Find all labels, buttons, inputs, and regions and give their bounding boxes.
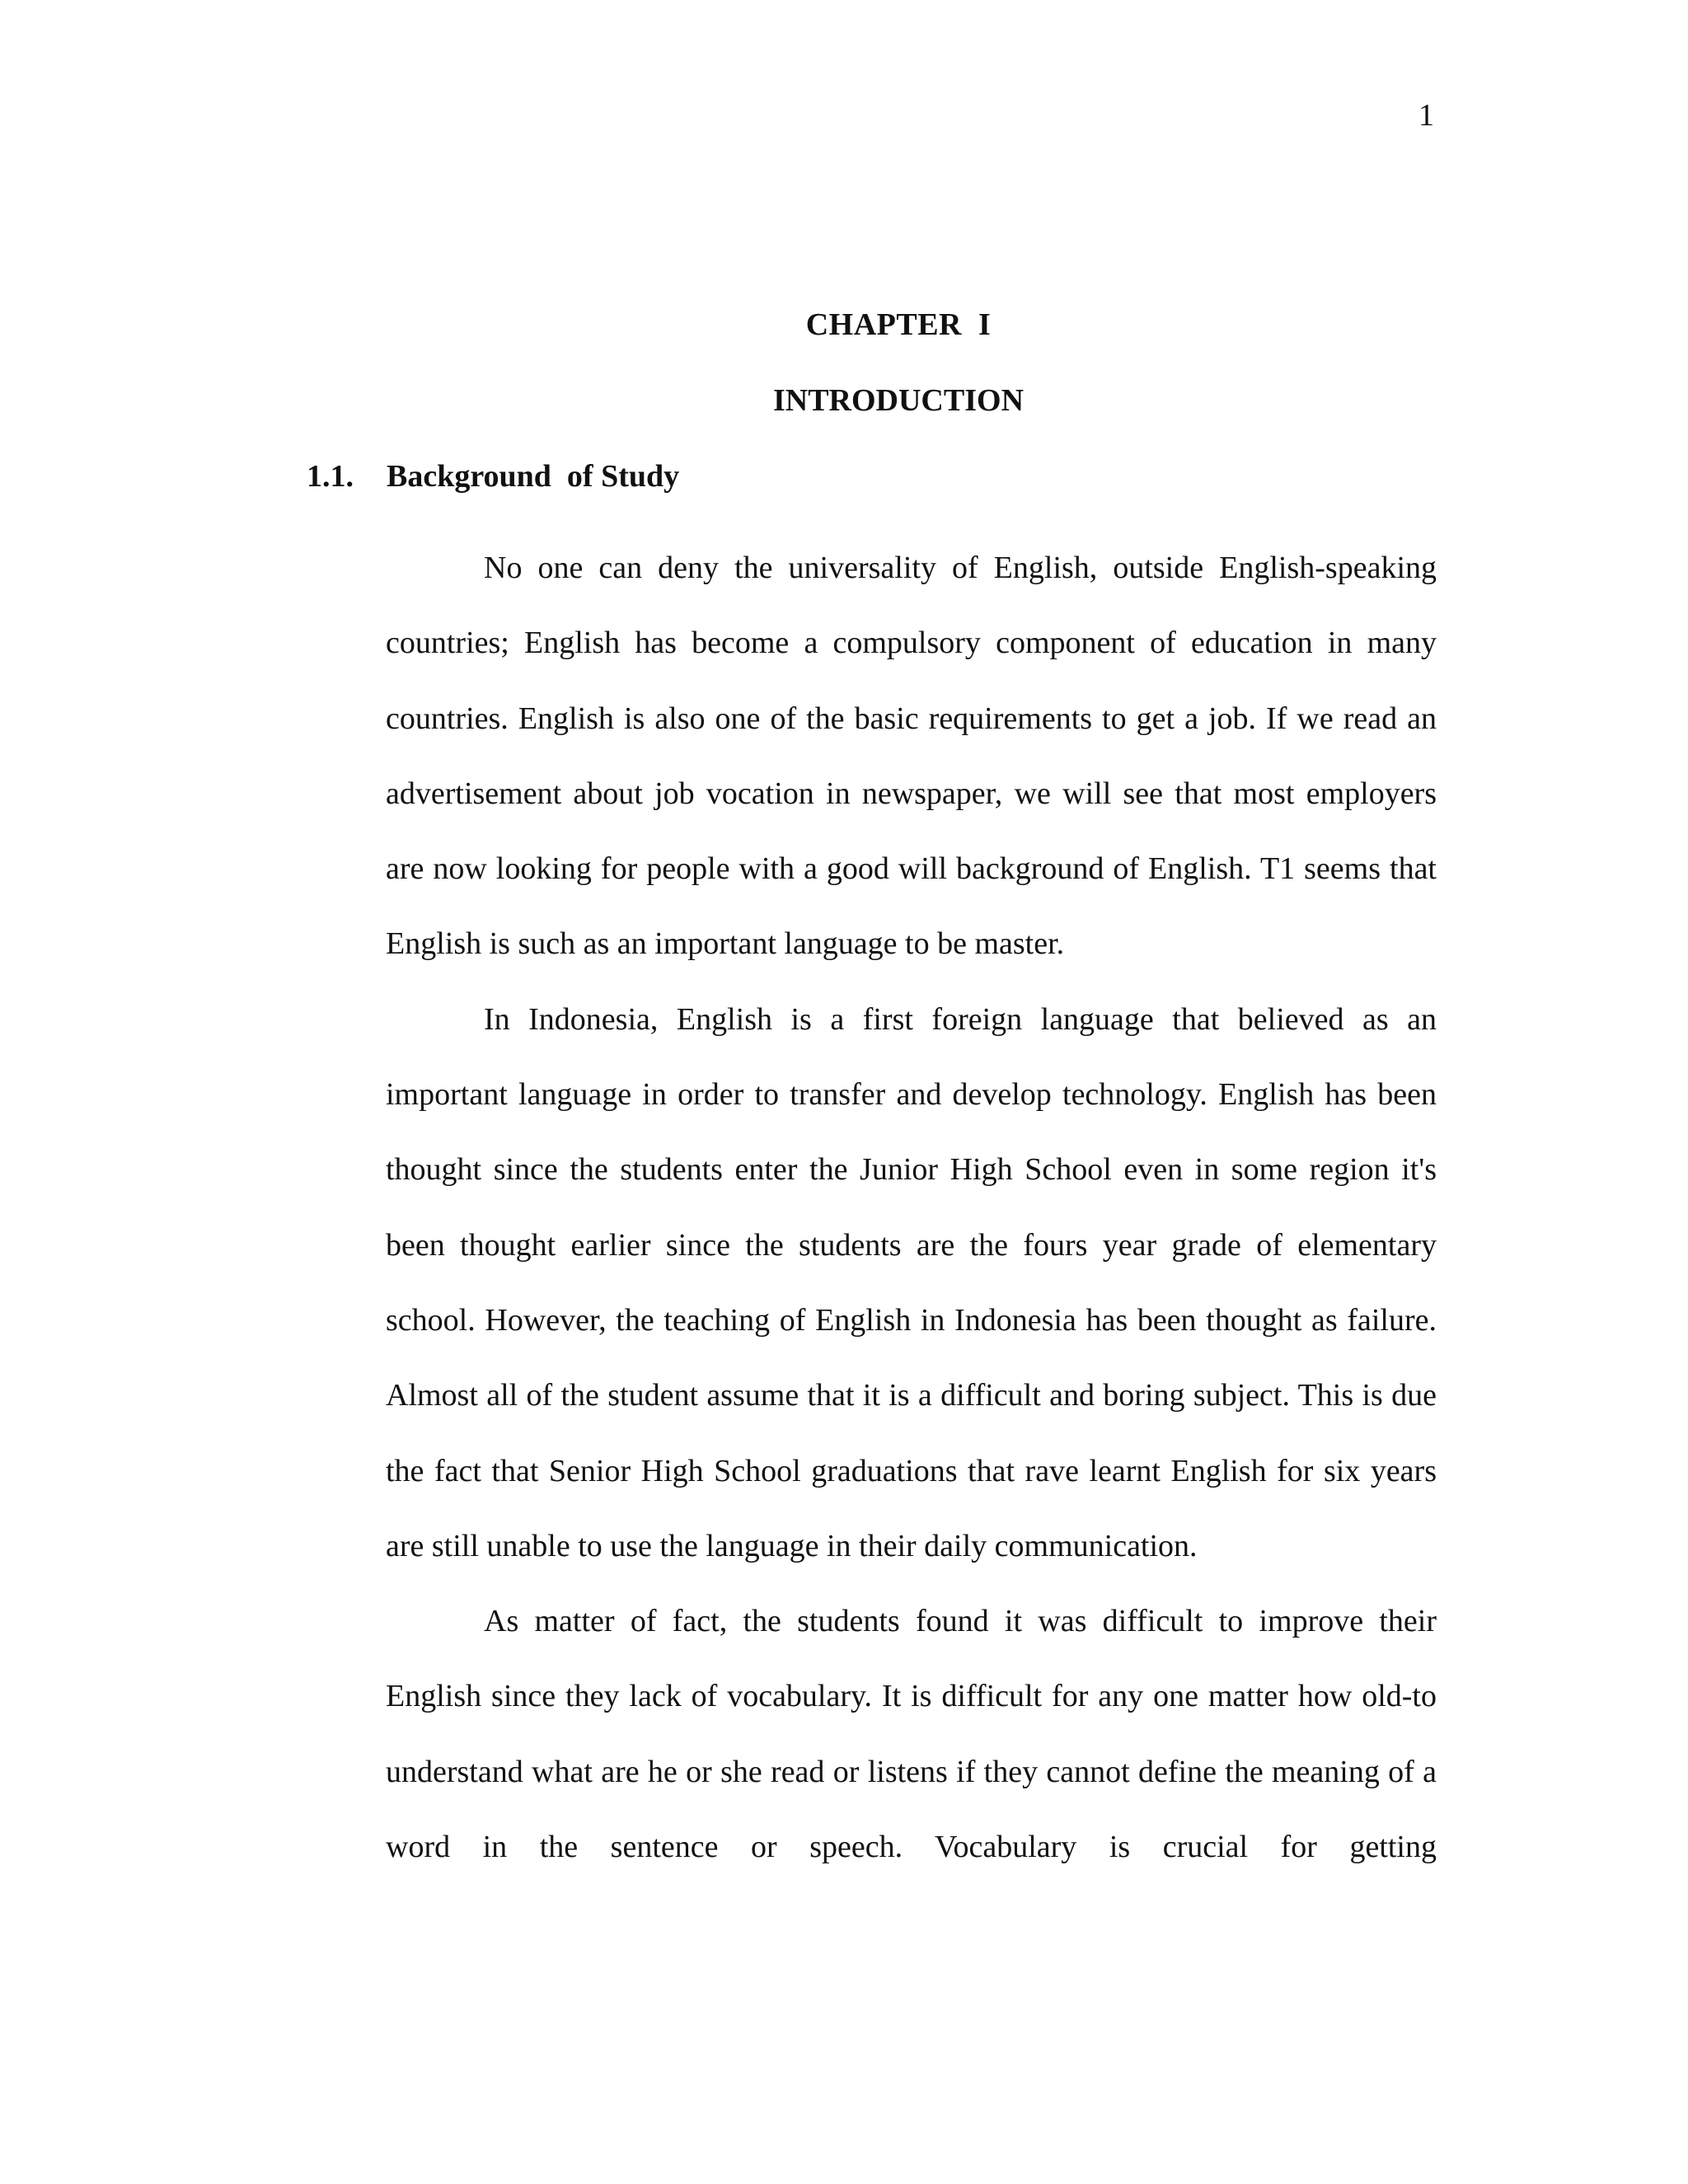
section-number: 1.1. <box>307 459 354 494</box>
section-title: Background of Study <box>387 459 680 494</box>
chapter-subtitle: INTRODUCTION <box>772 383 1025 418</box>
chapter-title: CHAPTER I <box>805 307 992 342</box>
page-number: 1 <box>1418 98 1434 133</box>
body-text <box>386 531 1437 1885</box>
paragraph-1: No one can deny the universality of English, outside English-speaking countries; English has become a compulsory component of education in many countries. English is also one of the basic requirements to get a job. If we read an advertisement about job vocation in newspaper, we will see that most employers are now looking for people with a good will background of English. T1 seems that English is such as an important language to be master. <box>386 551 1437 962</box>
paragraph-2: In Indonesia, English is a first foreign language that believed as an important language in order to transfer and develop technology. English has been thought since the students enter the Junior High School even in some region it's been thought earlier since the students are the fours year grade of elementary school. However, the teaching of English in Indonesia has been thought as failure. Almost all of the student assume that it is a difficult and boring subject. This is due the fact that Senior High School graduations that rave learnt English for six years are still unable to use the language in their daily communication. <box>386 1001 1437 1563</box>
paragraph-3: As matter of fact, the students found it was difficult to improve their English since they lack of vocabulary. It is difficult for any one matter how old-to understand what are he or she read or listens if they cannot define the meaning of a word in the sentence or speech. Vocabulary is crucial for getting <box>386 1604 1437 1865</box>
section-heading <box>307 458 679 494</box>
